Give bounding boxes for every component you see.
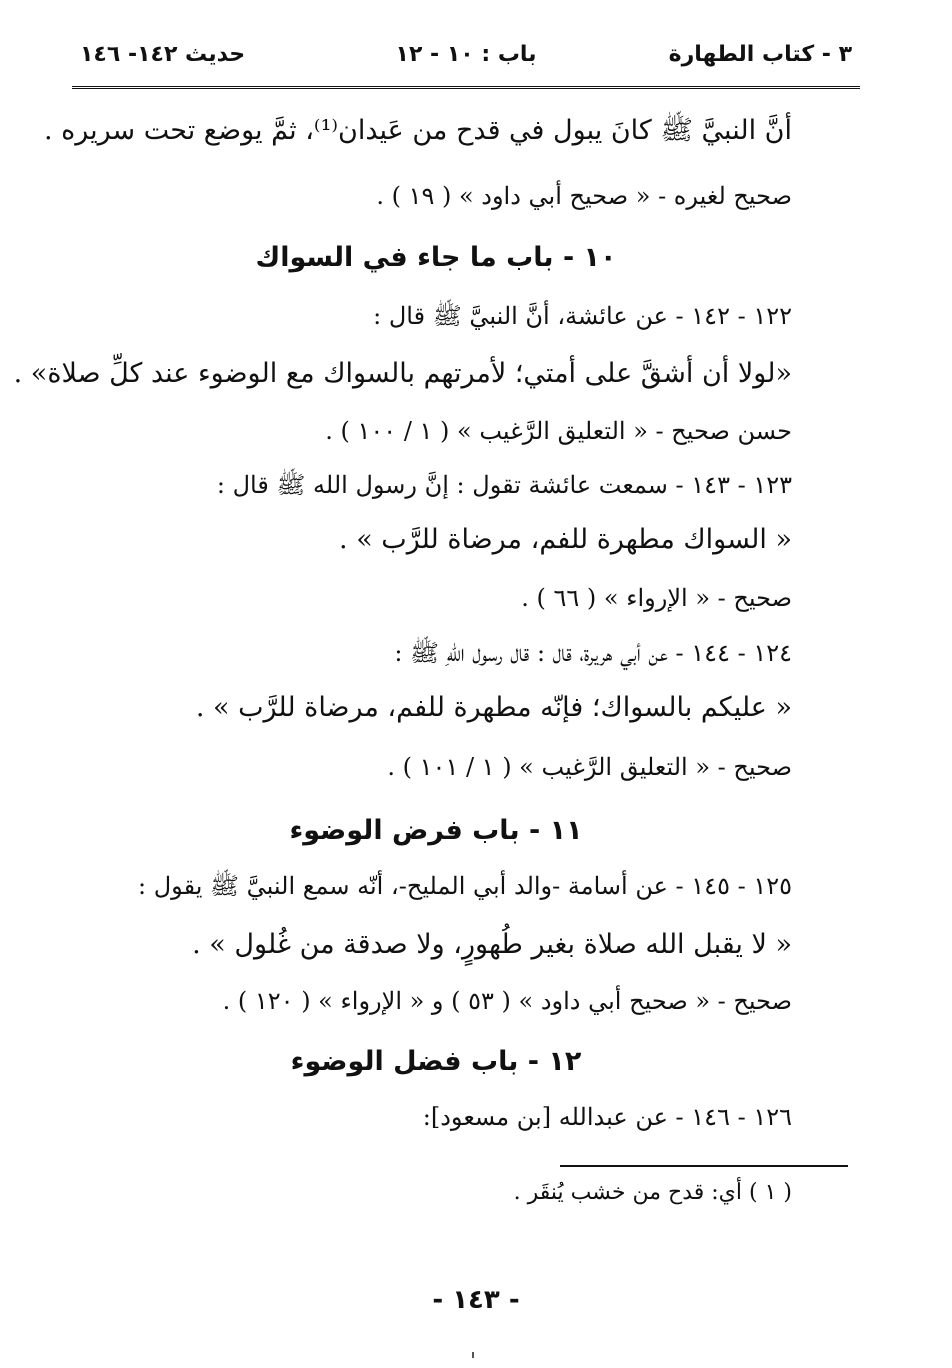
header-section: باب : ١٠ - ١٢ — [395, 42, 537, 67]
chapter-heading: ١٢ - باب فضل الوضوء — [290, 1046, 582, 1077]
hadith-text: « السواك مطهرة للفم، مرضاة للرَّب » . — [339, 524, 792, 555]
text-line: أنَّ النبيَّ ﷺ كانَ يبول في قدح من عَيدان⁽¹⁾، ثمَّ يوضع تحت سريره . — [43, 115, 792, 146]
grading-line: صحيح لغيره - « صحيح أبي داود » ( ١٩ ) . — [376, 182, 792, 210]
hadith-intro: ١٢٢ - ١٤٢ - عن عائشة، أنَّ النبيَّ ﷺ قال : — [373, 302, 792, 330]
grading-line: صحيح - « صحيح أبي داود » ( ٥٣ ) و « الإرواء » ( ١٢٠ ) . — [222, 987, 792, 1015]
header-chapter: ٣ - كتاب الطهارة — [668, 42, 852, 67]
hadith-intro: ١٢٦ - ١٤٦ - عن عبدالله [بن مسعود]: — [422, 1103, 792, 1131]
hadith-text: « عليكم بالسواك؛ فإنّه مطهرة للفم، مرضاة للرَّب » . — [195, 692, 792, 723]
footnote: ( ١ ) أي: قدح من خشب يُنقَر . — [513, 1180, 792, 1205]
grading-line: صحيح - « الإرواء » ( ٦٦ ) . — [521, 584, 792, 612]
chapter-heading: ١٠ - باب ما جاء في السواك — [255, 242, 617, 273]
footnote-divider — [560, 1165, 848, 1167]
scan-mark — [472, 1352, 474, 1358]
hadith-intro: ١٢٥ - ١٤٥ - عن أسامة -والد أبي المليح-، أنّه سمع النبيَّ ﷺ يقول : — [138, 872, 792, 900]
grading-line: حسن صحيح - « التعليق الرَّغيب » ( ١ / ١٠٠ ) . — [325, 417, 792, 445]
page-number: - ١٤٣ - — [432, 1285, 520, 1315]
running-header — [80, 36, 852, 76]
hadith-intro: ١٢٣ - ١٤٣ - سمعت عائشة تقول : إنَّ رسول الله ﷺ قال : — [216, 471, 792, 499]
hadith-intro: ١٢٤ - ١٤٤ - عن أبي هريرة، قال : قال رسول اللهِ ﷺ : — [394, 639, 792, 667]
chapter-heading: ١١ - باب فرض الوضوء — [289, 815, 583, 846]
header-divider — [72, 86, 860, 89]
hadith-text: « لا يقبل الله صلاة بغير طُهورٍ، ولا صدقة من غُلول » . — [192, 929, 792, 960]
grading-line: صحيح - « التعليق الرَّغيب » ( ١ / ١٠١ ) . — [387, 753, 792, 781]
header-hadith-range: حديث ١٤٢- ١٤٦ — [80, 42, 246, 67]
hadith-text: «لولا أن أشقَّ على أمتي؛ لأمرتهم بالسواك مع الوضوء عند كلِّ صلاة» . — [13, 358, 792, 389]
